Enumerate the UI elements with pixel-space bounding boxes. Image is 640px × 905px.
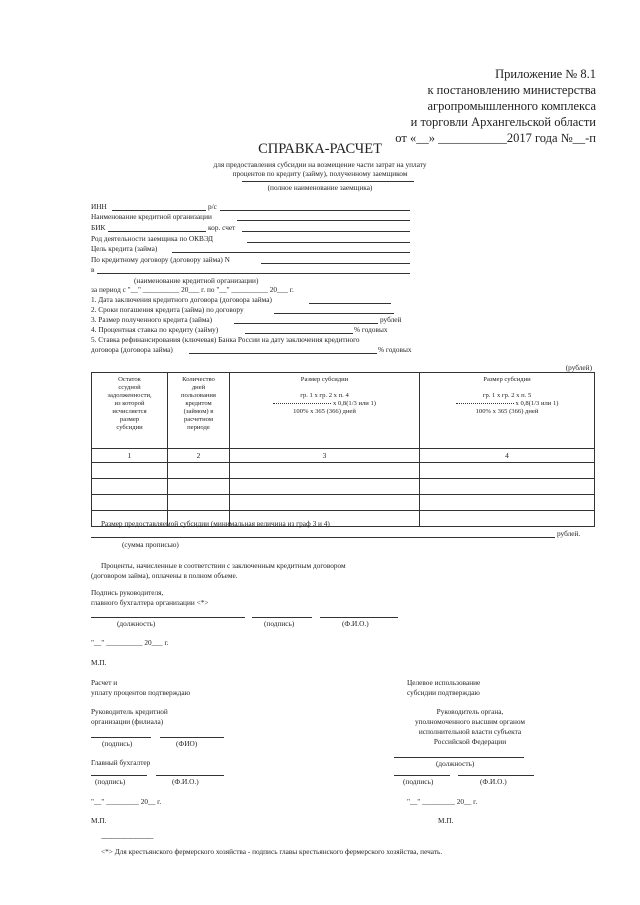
table-cell bbox=[230, 495, 420, 511]
sign-head-2: главного бухгалтера организации <*> bbox=[91, 598, 209, 607]
okved-label: Род деятельности заемщика по ОКВЭД bbox=[91, 234, 214, 243]
table-cell bbox=[92, 495, 168, 511]
rs-label: р/с bbox=[208, 202, 217, 211]
table-cell bbox=[168, 479, 230, 495]
contract-label: По кредитному договору (договору займа) N bbox=[91, 255, 230, 264]
chief-accountant: Главный бухгалтер bbox=[91, 758, 151, 767]
calc-confirm-1: Расчет и bbox=[91, 678, 118, 687]
appendix-line-3: агропромышленного комплекса bbox=[427, 99, 596, 113]
org-caption: (наименование кредитной организации) bbox=[134, 276, 259, 285]
table-number-row bbox=[92, 449, 595, 463]
footnote-text: <*> Для крестьянского фермерского хозяйства - подпись главы крестьянского фермерского хозяйства, печать. bbox=[101, 847, 443, 856]
col-number: 1 bbox=[92, 449, 168, 463]
borrower-caption: (полное наименование заемщика) bbox=[267, 183, 373, 192]
table-cell bbox=[92, 479, 168, 495]
subsidy-unit: рублей. bbox=[557, 529, 581, 538]
gov-head-3: исполнительной власти субъекта bbox=[418, 727, 522, 736]
chief-fio-line bbox=[156, 775, 224, 776]
table-cell bbox=[420, 479, 595, 495]
gov-head-2: уполномоченного высшим органом bbox=[414, 717, 525, 726]
subtitle-line-2: процентов по кредиту (займу), полученному заемщиком bbox=[232, 169, 408, 178]
gov-fio-caption: (Ф.И.О.) bbox=[480, 777, 507, 786]
appendix-line-4: и торговли Архангельской области bbox=[410, 115, 596, 129]
table-cell bbox=[92, 463, 168, 479]
position-line bbox=[91, 617, 245, 618]
target-use-1: Целевое использование bbox=[407, 678, 481, 687]
goal-label: Цель кредита (займа) bbox=[91, 244, 158, 253]
sign-head-1: Подпись руководителя, bbox=[91, 588, 164, 597]
gov-stamp-place: М.П. bbox=[438, 816, 454, 825]
inn-label: ИНН bbox=[91, 202, 107, 211]
bank-fio-caption: (ФИО) bbox=[176, 739, 198, 748]
rs-line bbox=[220, 210, 410, 211]
period-line: за период с "__" __________ 20___ г. по "__" __________ 20___ г. bbox=[91, 285, 294, 294]
item-3-unit: рублей bbox=[380, 315, 402, 324]
document-title: СПРАВКА-РАСЧЕТ bbox=[258, 141, 382, 157]
table-cell bbox=[168, 463, 230, 479]
bank-name-line bbox=[97, 273, 410, 274]
col-header-subsidy-2: Размер субсидии гр. 1 х гр. 2 х п. 5 х 0,8(1/3 или 1) 100% х 365 (366) дней bbox=[420, 373, 595, 449]
table-cell bbox=[168, 495, 230, 511]
appendix-date: от «__» ___________2017 года №__-п bbox=[395, 131, 596, 145]
col-header-days: Количество дней пользования кредитом (займом) в расчетном периоде bbox=[168, 373, 230, 449]
kor-label: кор. счет bbox=[208, 223, 236, 232]
okved-line bbox=[247, 242, 410, 243]
item-5-line bbox=[189, 353, 377, 354]
item-4-unit: % годовых bbox=[354, 325, 388, 334]
interest-line-2: (договором займа), оплачены в полном объеме. bbox=[91, 571, 238, 580]
chief-signature-caption: (подпись) bbox=[95, 777, 126, 786]
gov-signature-caption: (подпись) bbox=[403, 777, 434, 786]
bank-head-1: Руководитель кредитной bbox=[91, 707, 168, 716]
gov-position-line bbox=[394, 757, 524, 758]
col-header-subsidy-1: Размер субсидии гр. 1 х гр. 2 х п. 4 х 0,8(1/3 или 1) 100% х 365 (366) дней bbox=[230, 373, 420, 449]
table-cell bbox=[420, 511, 595, 527]
table-row bbox=[92, 463, 595, 479]
bank-stamp-place: М.П. bbox=[91, 816, 107, 825]
item-5-line-2: договора (договора займа) bbox=[91, 345, 173, 354]
item-3-line bbox=[234, 323, 378, 324]
org-name-label: Наименование кредитной организации bbox=[91, 212, 212, 221]
col-header-balance: Остаток ссудной задолженности, из которой исчисляется размер субсидии bbox=[92, 373, 168, 449]
appendix-number: Приложение № 8.1 bbox=[495, 67, 596, 81]
target-use-2: субсидии подтверждаю bbox=[407, 688, 480, 697]
col-number: 3 bbox=[230, 449, 420, 463]
item-5-line-1: 5. Ставка рефинансирования (ключевая) Банка России на дату заключения кредитного bbox=[91, 335, 360, 344]
bank-date: "__" _________ 20__ г. bbox=[91, 797, 162, 806]
item-4-line bbox=[245, 333, 353, 334]
interest-line-1: Проценты, начисленные в соответствии с заключенным кредитным договором bbox=[101, 561, 346, 570]
subsidy-size-line: Размер предоставляемой субсидии (минимальная величина из граф 3 и 4) bbox=[101, 519, 330, 528]
chief-signature-line bbox=[91, 775, 147, 776]
table-cell bbox=[230, 463, 420, 479]
item-1: 1. Дата заключения кредитного договора (договора займа) bbox=[91, 295, 272, 304]
gov-fio-line bbox=[458, 775, 534, 776]
gov-head-1: Руководитель органа, bbox=[436, 707, 504, 716]
col-number: 4 bbox=[420, 449, 595, 463]
item-4: 4. Процентная ставка по кредиту (займу) bbox=[91, 325, 219, 334]
org-name-line bbox=[237, 220, 410, 221]
goal-line bbox=[172, 252, 410, 253]
col-number: 2 bbox=[168, 449, 230, 463]
bik-label: БИК bbox=[91, 223, 106, 232]
item-5-unit: % годовых bbox=[378, 345, 412, 354]
gov-head-4: Российской Федерации bbox=[433, 737, 507, 746]
bank-signature-caption: (подпись) bbox=[102, 739, 133, 748]
sum-words-caption: (сумма прописью) bbox=[122, 540, 179, 549]
v-label: в bbox=[91, 265, 95, 274]
subtitle-line-1: для предоставления субсидии на возмещение части затрат на уплату bbox=[213, 160, 427, 169]
table-row bbox=[92, 495, 595, 511]
fio-caption: (Ф.И.О.) bbox=[342, 619, 369, 628]
signature-caption: (подпись) bbox=[264, 619, 295, 628]
bank-head-2: организации (филиала) bbox=[91, 717, 164, 726]
table-cell bbox=[420, 495, 595, 511]
table-cell bbox=[230, 479, 420, 495]
date-line: "__" __________ 20___ г. bbox=[91, 638, 169, 647]
subsidy-sum-line bbox=[91, 537, 555, 538]
item-3: 3. Размер полученного кредита (займа) bbox=[91, 315, 213, 324]
signature-line bbox=[252, 617, 312, 618]
contract-line bbox=[261, 263, 410, 264]
chief-fio-caption: (Ф.И.О.) bbox=[172, 777, 199, 786]
borrower-name-line bbox=[242, 181, 414, 182]
item-2: 2. Сроки погашения кредита (займа) по договору bbox=[91, 305, 244, 314]
inn-line bbox=[112, 210, 206, 211]
kor-line bbox=[242, 231, 410, 232]
item-1-line bbox=[309, 303, 391, 304]
item-2-line bbox=[274, 313, 394, 314]
table-cell bbox=[420, 463, 595, 479]
bik-line bbox=[108, 231, 206, 232]
gov-date: "__" _________ 20__ г. bbox=[407, 797, 478, 806]
stamp-place: М.П. bbox=[91, 658, 107, 667]
calc-confirm-2: уплату процентов подтверждаю bbox=[91, 688, 191, 697]
table-unit: (рублей) bbox=[565, 363, 592, 372]
table-row bbox=[92, 479, 595, 495]
footnote-separator: -------------------------------- bbox=[101, 835, 154, 842]
fio-line bbox=[320, 617, 398, 618]
table-header-row bbox=[92, 373, 595, 449]
subsidy-table bbox=[91, 372, 595, 527]
appendix-line-2: к постановлению министерства bbox=[427, 83, 596, 97]
gov-position-caption: (должность) bbox=[436, 759, 475, 768]
position-caption: (должность) bbox=[117, 619, 156, 628]
gov-signature-line bbox=[394, 775, 450, 776]
